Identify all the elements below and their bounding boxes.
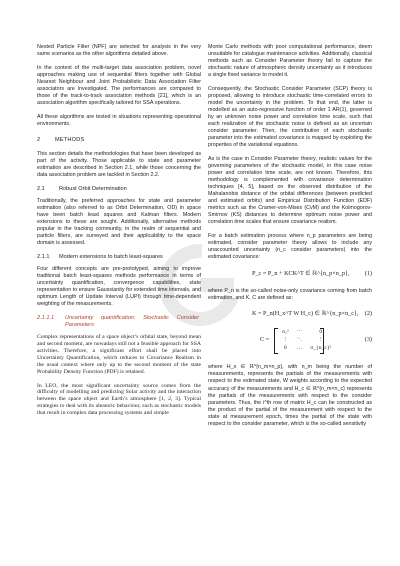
- paragraph: For a batch estimation process where n_p parameters are being estimated, consider parameter theory allows to include any unaccounted uncertainty (n_c consider parameters) into the estimated covariance:: [208, 232, 372, 261]
- equation-number: (1): [364, 269, 372, 277]
- paragraph: All these algorithms are tested in situations representing operational environments.: [37, 113, 201, 127]
- paragraph: This section details the methodologies that have been developed as part of the activity. Those applicable to state and parameter estimation are described in Section 2.1, while those concerning the data association problem are tackled in Section 2.2.: [37, 150, 201, 178]
- paragraph: Traditionally, the preferred approaches for state and parameter estimation (also referred to as Orbit Determination, OD) in space have been batch least squares and Kalman filters. Modern extensions to these are sought. Additionally, alternative methods popular in the tracking community, in the realm of sequential and particle filters, are surveyed and their applicability to the space domain is assessed.: [37, 197, 201, 247]
- subsection-number: 2.1: [37, 185, 45, 192]
- section-heading: [37, 137, 201, 144]
- matrix-cell: ⋮: [282, 337, 289, 344]
- matrix-cell: 0: [319, 329, 323, 336]
- paragraph: As is the case in Consider Parameter theory, realistic values for the governing parameters of the stochastic model, in this case noise power and correlation time scale, are not known. Therefore, this methodology is complemented with covariance determination techniques [4, 5], based on the observed distribution of the Mahalanobis distance of the orbital differences (between predicted and estimated orbits) and Empirical Distribution Function (EDF) metrics such as the Cramer-von-Mises (CvM) and the Kolmogorov-Smirnov (KS) distances to determine optimum noise power and correlation time scales that ensure covariance realism.: [208, 155, 372, 226]
- paragraph: Consequently, the Stochastic Consider Parameter (SCP) theory is proposed, allowing to introduce stochastic time-correlated errors to model the uncertainty in the problem. To that end, the latter is modelled as an auto-regressive function of order 1 AR(1), governed by an unknown noise power and correlation time scale, such that each realization of the stochastic noise is defined as an uncertain consider parameter. Then, the contribution of each stochastic parameter into the estimated covariance is mapped by exploiting the properties of the variational equations.: [208, 85, 372, 149]
- equation-number: (3): [364, 336, 372, 344]
- paragraph: In the context of the multi-target data association problem, novel approaches making use of sequential filters together with Global Nearest Neighbour and Joint Probabilistic Data Association Filter associators are investigated. The performances are compared to those of the track-to-track association methods [21], which is an association algorithm specifically tailored for SSA operations.: [37, 64, 201, 106]
- equation-1: [208, 268, 372, 282]
- paragraph: In LEO, the most significant uncertainty source comes from the difficulty of modelling and predicting Solar activity and the interaction between the space object and Earth’s atmosphere [1, 2, 3]. Typical strategies to deal with its aleatoric behaviour, such as stochastic models that result in complex data processing systems and simple: [37, 382, 201, 417]
- paragraph: Four different concepts are pre-prototyped, aiming to improve traditional batch least-squares methods performance in terms of uncertainty quantification, convergence capabilities, state representation to ensure Gaussianity for extended time intervals, and optimum Length of Update Interval (LUPI) through time-dependent weighting of the measurements.: [37, 265, 201, 308]
- paragraph: where P_n is the so-called noise-only covariance coming from batch estimation, and K, C are defined as:: [208, 287, 372, 301]
- paragraph: Complex representations of a space object’s orbital state, beyond mean and second moment, are nowadays still not a feasible approach for SSA activities. Therefore, a significant effort shall be placed into Uncertainty Quantification, which reduces to Covariance Realism in the usual context where only up to the second moment of the state Probability Density Function (PDF) is retained.: [37, 334, 201, 375]
- subsection-title: Robust Orbit Determination: [59, 185, 127, 192]
- subsection-heading: [37, 186, 201, 193]
- section-title: METHODS: [55, 136, 85, 143]
- subsubsection-title: Modern extensions to batch least-squares: [59, 253, 163, 260]
- matrix-cell: ⋮: [317, 337, 324, 344]
- equation-number: (2): [364, 310, 372, 318]
- right-column: [208, 44, 372, 434]
- matrix-cell: 0: [283, 345, 287, 352]
- matrix: [278, 328, 335, 352]
- left-column: [37, 44, 201, 424]
- subsubsection-heading: [37, 254, 201, 261]
- paragraph-heading-title: Uncertainty quantification: Stochastic Consider Parameters: [65, 315, 199, 329]
- matrix-cell: …: [296, 345, 303, 352]
- matrix-cell: ⋯: [296, 329, 303, 336]
- paragraph-heading-number: 2.1.1.1: [37, 315, 55, 322]
- paragraph-heading: [37, 315, 201, 329]
- equation-lhs: C =: [260, 336, 270, 344]
- equation-body: K = P_n(H_x^T W H_c) ∈ ℝ^{n_p×n_c},: [252, 310, 359, 318]
- paragraph: Nested Particle Filter (NPF) are selected for analysis in the very same scenarios as the other algorithms detailed above.: [37, 44, 201, 58]
- equation-3: [208, 328, 372, 358]
- section-number: 2: [37, 136, 41, 143]
- equation-body: P_c = P_n + KCK^T ∈ ℝ^{n_p×n_p},: [252, 269, 350, 277]
- matrix-cell: ⋱: [296, 337, 303, 344]
- matrix-right-bracket: [320, 328, 324, 354]
- paragraph: where H_x ∈ ℝ^{n_m×n_p}, with n_m being the number of measurements, represents the partials of the measurements with respect to the estimated state, W weights according to the expected accuracy of the measurements and H_c ∈ ℝ^{n_m×n_c} represents the partials of the measurements with respect to the consider parameters. Thus, the i^th row of matrix H_c can be constructed as the product of the partial of the measurement with respect to the state at measurement epoch, times the partial of the state with respect to the consider parameter, which is the so-called sensitivity: [208, 364, 372, 427]
- matrix-cell: σ₁²: [282, 329, 289, 336]
- matrix-cell: σ_{n_c}²: [310, 345, 332, 352]
- subsubsection-number: 2.1.1: [37, 253, 50, 260]
- equation-2: [208, 308, 372, 322]
- paragraph: Monte Carlo methods with poor computational performance, deem unsuitable for catalogue maintenance activities. Additionally, classical methods such as Consider Parameter theory fail to capture the stochastic nature of atmospheric density uncertainty as it introduces a single fixed variance to model it.: [208, 44, 372, 79]
